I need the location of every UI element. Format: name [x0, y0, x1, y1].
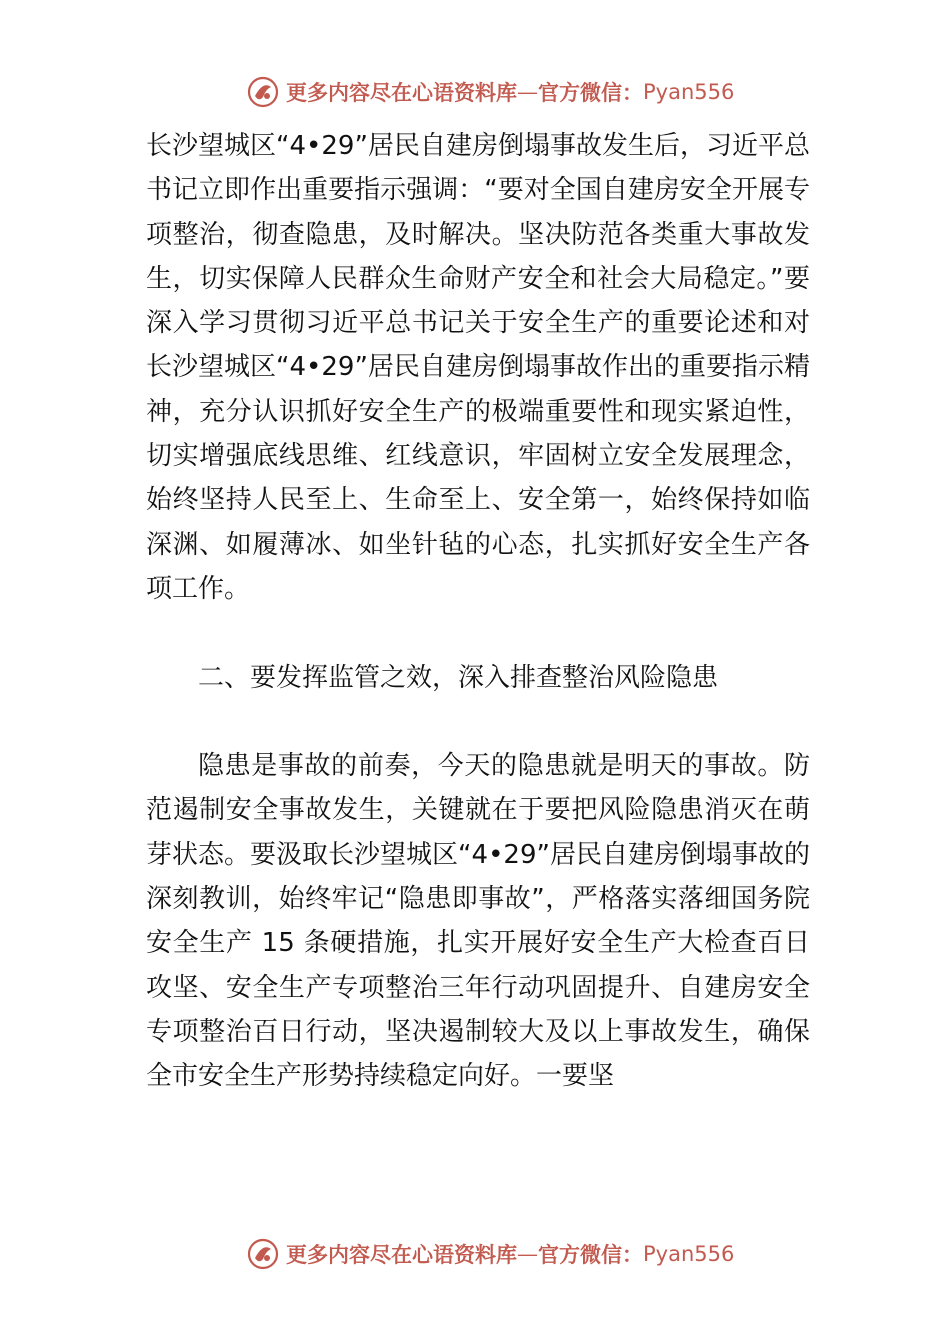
header-wechat-id: Pyan556: [643, 80, 735, 104]
document-body: [146, 124, 810, 1099]
brand-logo-icon: [246, 1237, 280, 1271]
brand-logo-icon: [246, 75, 280, 109]
footer-dash: —: [517, 1242, 538, 1266]
header-wechat-label: 官方微信：: [538, 80, 643, 105]
header-brand-text: 更多内容尽在心语资料库: [286, 80, 517, 105]
header-banner: [246, 74, 734, 110]
footer-wechat-id: Pyan556: [643, 1242, 735, 1266]
paragraph-2: 隐患是事故的前奏，今天的隐患就是明天的事故。防范遏制安全事故发生，关键就在于要把风险隐患消灭在萌芽状态。要汲取长沙望城区“4•29”居民自建房倒塌事故的深刻教训，始终牢记“隐患即事故”，严格落实落细国务院安全生产 15 条硬措施，扎实开展好安全生产大检查百日攻坚、安全生产专项整治三年行动巩固提升、自建房安全专项整治百日行动，坚决遏制较大及以上事故发生，确保全市安全生产形势持续稳定向好。一要坚: [146, 751, 810, 1092]
paragraph-1: 长沙望城区“4•29”居民自建房倒塌事故发生后，习近平总书记立即作出重要指示强调：“要对全国自建房安全开展专项整治，彻查隐患，及时解决。坚决防范各类重大事故发生，切实保障人民群众生命财产安全和社会大局稳定。”要深入学习贯彻习近平总书记关于安全生产的重要论述和对长沙望城区“4•29”居民自建房倒塌事故作出的重要指示精神，充分认识抓好安全生产的极端重要性和现实紧迫性，切实增强底线思维、红线意识，牢固树立安全发展理念，始终坚持人民至上、生命至上、安全第一，始终保持如临深渊、如履薄冰、如坐针毡的心态，扎实抓好安全生产各项工作。: [146, 131, 810, 604]
footer-banner: [246, 1236, 734, 1272]
footer-brand-text: 更多内容尽在心语资料库: [286, 1242, 517, 1267]
header-dash: —: [517, 80, 538, 104]
footer-wechat-label: 官方微信：: [538, 1242, 643, 1267]
section-heading-2: 二、要发挥监管之效，深入排查整治风险隐患: [198, 662, 719, 693]
